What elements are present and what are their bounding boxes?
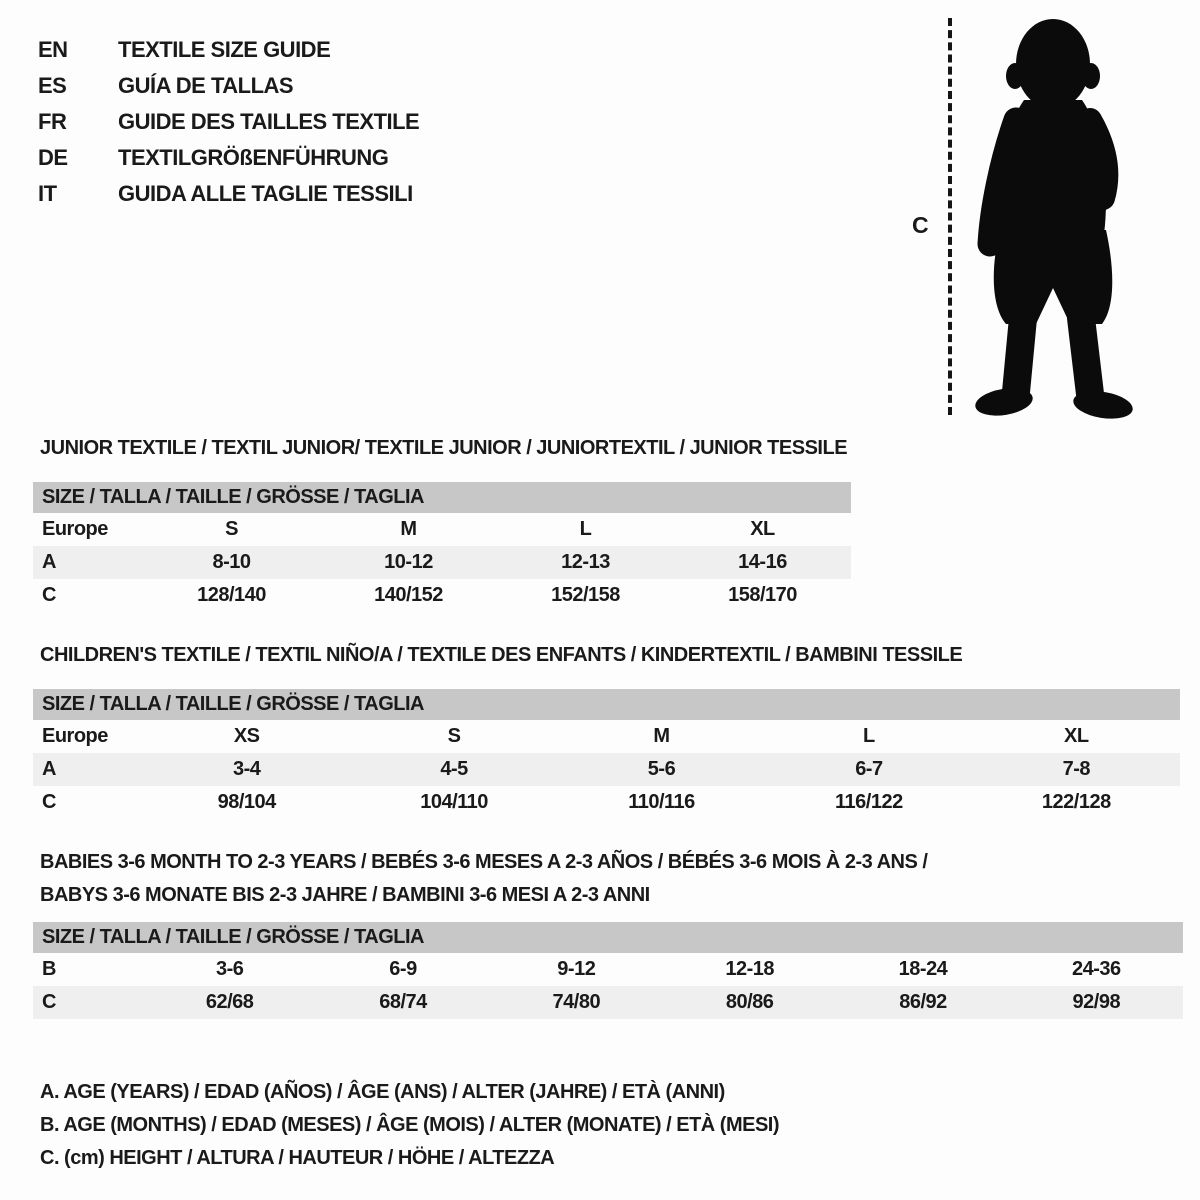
size-value: 18-24 <box>898 958 948 980</box>
size-value: 152/158 <box>551 584 620 606</box>
row-label: B <box>42 958 56 980</box>
section-title: BABYS 3-6 MONATE BIS 2-3 JAHRE / BAMBINI 3-6 MESI A 2-3 ANNI <box>40 884 650 906</box>
table-row <box>33 579 851 612</box>
size-value: S <box>447 725 461 747</box>
size-value: M <box>400 518 417 540</box>
language-row <box>38 68 419 104</box>
language-code: EN <box>38 37 68 62</box>
size-value: 10-12 <box>384 551 433 573</box>
row-label: C <box>42 584 56 606</box>
table-row <box>33 953 1183 986</box>
section-childrens-textile <box>33 643 1180 819</box>
size-value: 116/122 <box>835 791 903 813</box>
table-row <box>33 513 851 546</box>
size-value: 12-13 <box>561 551 610 573</box>
size-header-band: SIZE / TALLA / TAILLE / GRÖSSE / TAGLIA <box>33 689 1180 720</box>
row-label: Europe <box>42 725 108 747</box>
guide-title: GUIDE DES TAILLES TEXTILE <box>118 109 420 134</box>
size-header-band: SIZE / TALLA / TAILLE / GRÖSSE / TAGLIA <box>33 922 1183 953</box>
row-label: C <box>42 991 56 1013</box>
footnote-line: B. AGE (MONTHS) / EDAD (MESES) / ÂGE (MOIS) / ALTER (MONATE) / ETÀ (MESI) <box>40 1114 780 1136</box>
size-value: 62/68 <box>205 991 254 1013</box>
height-measure-label: C <box>912 212 929 238</box>
language-code: ES <box>38 73 67 98</box>
table-row <box>33 753 1180 786</box>
language-code: FR <box>38 109 67 134</box>
size-value: XL <box>750 518 775 540</box>
section-title: JUNIOR TEXTILE / TEXTIL JUNIOR/ TEXTILE JUNIOR / JUNIORTEXTIL / JUNIOR TESSILE <box>40 437 848 459</box>
size-value: 80/86 <box>725 991 774 1013</box>
language-list <box>38 32 419 212</box>
guide-title: GUÍA DE TALLAS <box>118 73 294 98</box>
size-value: 98/104 <box>217 791 276 813</box>
size-value: 158/170 <box>728 584 797 606</box>
height-measure-dashed-line <box>948 18 952 415</box>
toddler-silhouette-icon <box>960 12 1146 422</box>
language-code: IT <box>38 181 57 206</box>
row-label: A <box>42 758 56 780</box>
size-value: 9-12 <box>557 958 596 980</box>
guide-title: GUIDA ALLE TAGLIE TESSILI <box>118 181 413 206</box>
size-value: XS <box>233 725 260 747</box>
size-value: 86/92 <box>899 991 947 1013</box>
size-value: M <box>653 725 670 747</box>
size-value: 6-7 <box>855 758 883 780</box>
size-value: 74/80 <box>552 991 601 1013</box>
size-value: 128/140 <box>197 584 266 606</box>
row-label: A <box>42 551 56 573</box>
guide-title: TEXTILGRÖßENFÜHRUNG <box>118 145 389 170</box>
size-value: 14-16 <box>738 551 787 573</box>
size-value: 104/110 <box>420 791 488 813</box>
size-value: S <box>225 518 238 540</box>
size-value: XL <box>1064 725 1089 747</box>
table-row <box>33 546 851 579</box>
size-value: 140/152 <box>374 584 443 606</box>
footnote-line: A. AGE (YEARS) / EDAD (AÑOS) / ÂGE (ANS) / ALTER (JAHRE) / ETÀ (ANNI) <box>40 1081 725 1103</box>
size-value: 3-4 <box>232 758 261 780</box>
size-value: 110/116 <box>628 791 695 813</box>
size-header-band: SIZE / TALLA / TAILLE / GRÖSSE / TAGLIA <box>33 482 851 513</box>
language-row <box>38 104 419 140</box>
language-code: DE <box>38 145 68 170</box>
language-row <box>38 32 419 68</box>
size-value: 8-10 <box>212 551 251 573</box>
size-value: 7-8 <box>1062 758 1090 780</box>
size-value: 24-36 <box>1071 958 1121 980</box>
section-junior-textile <box>33 436 851 612</box>
section-title: CHILDREN'S TEXTILE / TEXTIL NIÑO/A / TEXTILE DES ENFANTS / KINDERTEXTIL / BAMBINI TESSILE <box>40 644 963 666</box>
footnote-line: C. (cm) HEIGHT / ALTURA / HAUTEUR / HÖHE / ALTEZZA <box>40 1147 555 1169</box>
size-value: 4-5 <box>440 758 468 780</box>
row-label: Europe <box>42 518 108 540</box>
footnote-legend <box>40 1076 779 1175</box>
size-value: 6-9 <box>389 958 417 980</box>
section-babies-textile <box>33 850 1183 1019</box>
size-value: 92/98 <box>1072 991 1121 1013</box>
size-value: 122/128 <box>1041 791 1111 813</box>
language-row <box>38 140 419 176</box>
guide-title: TEXTILE SIZE GUIDE <box>118 37 331 62</box>
size-value: L <box>863 725 875 747</box>
row-label: C <box>42 791 56 813</box>
size-value: L <box>579 518 592 540</box>
size-value: 68/74 <box>379 991 427 1013</box>
section-title: BABIES 3-6 MONTH TO 2-3 YEARS / BEBÉS 3-6 MESES A 2-3 AÑOS / BÉBÉS 3-6 MOIS À 2-3 ANS / <box>40 851 928 873</box>
table-row <box>33 986 1183 1019</box>
language-row <box>38 176 419 212</box>
size-value: 12-18 <box>725 958 774 980</box>
size-value: 5-6 <box>647 758 676 780</box>
table-row <box>33 786 1180 819</box>
table-row <box>33 720 1180 753</box>
size-value: 3-6 <box>215 958 244 980</box>
